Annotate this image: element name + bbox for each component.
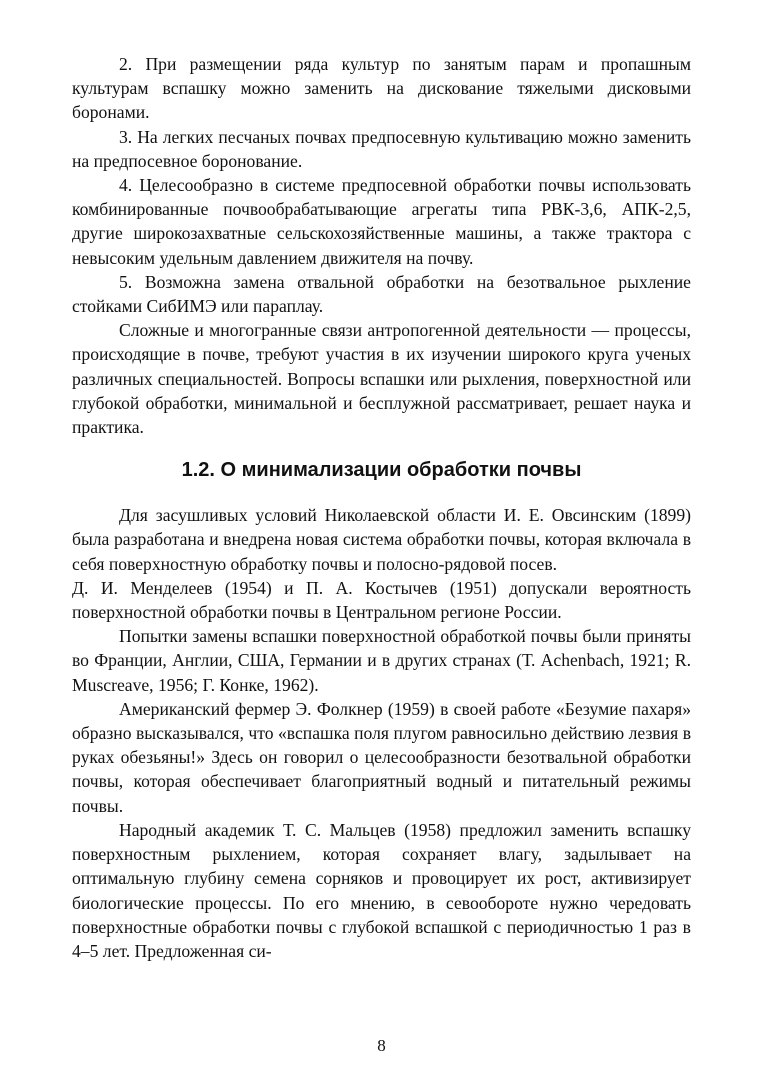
paragraph-item-4: 4. Целесообразно в системе предпосевной обработки почвы использовать комбинированные почвообрабатывающие агрегаты типа РВК-3,6, АПК-2,5, другие широкозахватные сельскохозяйственные машины, а также трактора с невысоким удельным давлением движителя на почву. <box>72 175 691 268</box>
paragraph-item-5: 5. Возможна замена отвальной обработки на безотвальное рыхление стойками СибИМЭ или параплау. <box>72 271 691 317</box>
paragraph-faulkner: Американский фермер Э. Фолкнер (1959) в своей работе «Безумие пахаря» образно высказывался, что «вспашка поля плугом равносильно действию лезвия в руках обезьяны!» Здесь он говорил о целесообразности безотвальной обработки почвы, которая обеспечивает благоприятный водный и питательный режимы почвы. <box>72 698 691 816</box>
paragraph-item-3: 3. На легких песчаных почвах предпосевную культивацию можно заменить на предпосевное боронование. <box>72 126 691 171</box>
page-number: 8 <box>377 1036 386 1055</box>
paragraph-foreign-attempts: Попытки замены вспашки поверхностной обработкой почвы были приняты во Франции, Англии, США, Германии и в других странах (Т. Achenbach, 1921; R. Muscreave, 1956; Г. Конке, 1962). <box>72 626 691 695</box>
paragraph-mendeleev: Д. И. Менделеев (1954) и П. А. Костычев (1951) допускали вероятность поверхностной обработки почвы в Центральном регионе России. <box>72 577 691 623</box>
paragraph-summary: Сложные и многогранные связи антропогенной деятельности — процессы, происходящие в почве, требуют участия в их изучении широкого круга ученых различных специальностей. Вопросы вспашки или рыхления, поверхностной или глубокой обработки, минимальной и бесплужной рассматривает, решает наука и практика. <box>72 320 691 438</box>
paragraph-maltsev: Народный академик Т. С. Мальцев (1958) предложил заменить вспашку поверхностным рыхлением, которая сохраняет влагу, задылывает на оптимальную глубину семена сорняков и провоцирует их рост, активизирует биологические процессы. По его мнению, в севообороте нужно чередовать поверхностные обработки почвы с глубокой вспашкой с периодичностью 1 раз в 4–5 лет. Предложенная си- <box>72 819 691 961</box>
paragraph-ovsinsky: Для засушливых условий Николаевской области И. Е. Овсинским (1899) была разработана и внедрена новая система обработки почвы, которая включала в себя поверхностную обработку почвы и полосно-рядовой посев. <box>72 505 691 574</box>
page-body <box>72 52 691 963</box>
paragraph-item-2: 2. При размещении ряда культур по занятым парам и пропашным культурам вспашку можно заменить на дискование тяжелыми дисковыми боронами. <box>72 54 691 123</box>
section-heading: 1.2. О минимализации обработки почвы <box>181 459 582 482</box>
